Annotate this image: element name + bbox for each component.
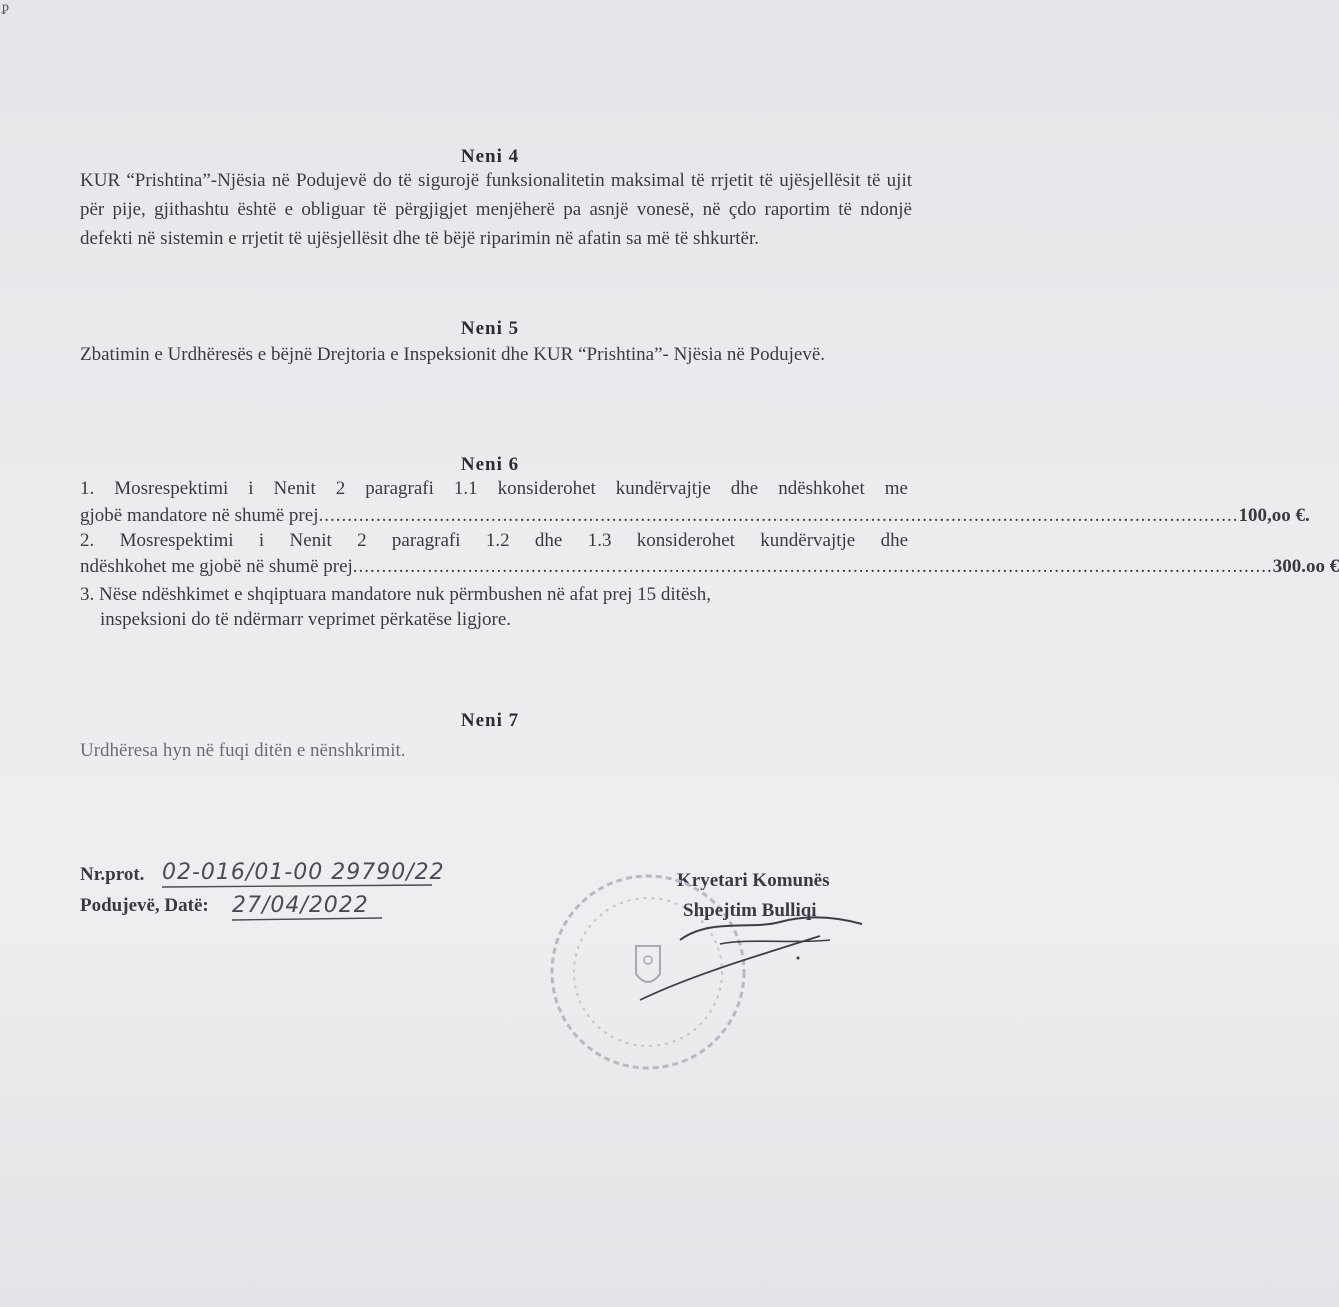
neni6-item2-amount: 300.oo € xyxy=(1272,556,1339,577)
neni6-item3-line1: 3. Nëse ndëshkimet e shqiptuara mandatore nuk përmbushen në afat prej 15 ditësh, xyxy=(80,584,712,605)
signer-title: Kryetari Komunës xyxy=(677,870,830,891)
neni6-item2-line1: 2. Mosrespektimi i Nenit 2 paragrafi 1.2 dhe 1.3 konsiderohet kundërvajtje dhe xyxy=(80,530,908,551)
dot-leader: ................................................................................................................................................................ xyxy=(318,505,1239,526)
neni4-title: Neni 4 xyxy=(460,146,520,167)
corner-mark: ᵱ xyxy=(2,0,9,15)
date-handwritten: 27/04/2022 xyxy=(232,893,369,918)
neni5-title: Neni 5 xyxy=(460,318,520,339)
neni6-title: Neni 6 xyxy=(460,454,520,475)
neni4-text: KUR “Prishtina”-Njësia në Podujevë do të sigurojë funksionalitetin maksimal të rrjetit të ujësjellësit të ujit për pije, gjithashtu është e obliguar të përgjigjet menjëherë pa asnjë vonesë, në çdo raportim të ndonjë defekti në sistemin e rrjetit të ujësjellësit dhe të bëjë riparimin në afatin sa më të shkurtër. xyxy=(80,170,912,249)
handwritten-signature xyxy=(600,900,870,1010)
dot-leader: ................................................................................................................................................................ xyxy=(352,556,1273,577)
neni6-item1-lead: gjobë mandatore në shumë prej xyxy=(80,505,319,526)
neni7-text: Urdhëresa hyn në fuqi ditën e nënshkrimit. xyxy=(80,740,406,761)
neni6-item2-fine xyxy=(80,556,1339,578)
handwriting-underlines xyxy=(160,884,440,934)
date-label: Podujevë, Datë: xyxy=(80,895,209,916)
neni6-item3-line2: inspeksioni do të ndërmarr veprimet përkatëse ligjore. xyxy=(100,609,512,630)
neni6-item1-fine xyxy=(80,505,1310,527)
neni7-title: Neni 7 xyxy=(460,710,520,731)
neni5-text: Zbatimin e Urdhëresës e bëjnë Drejtoria e Inspeksionit dhe KUR “Prishtina”- Njësia në Podujevë. xyxy=(80,344,826,365)
neni6-item2-lead: ndëshkohet me gjobë në shumë prej xyxy=(80,556,353,577)
signer-name: Shpejtim Bulliqi xyxy=(683,900,817,921)
neni6-item1-amount: 100,oo €. xyxy=(1238,505,1310,526)
protocol-number-handwritten: 02-016/01-00 29790/22 xyxy=(162,860,445,885)
protocol-label: Nr.prot. xyxy=(80,864,145,885)
neni6-item1-line1: 1. Mosrespektimi i Nenit 2 paragrafi 1.1 konsiderohet kundërvajtje dhe ndëshkohet me xyxy=(80,478,908,499)
